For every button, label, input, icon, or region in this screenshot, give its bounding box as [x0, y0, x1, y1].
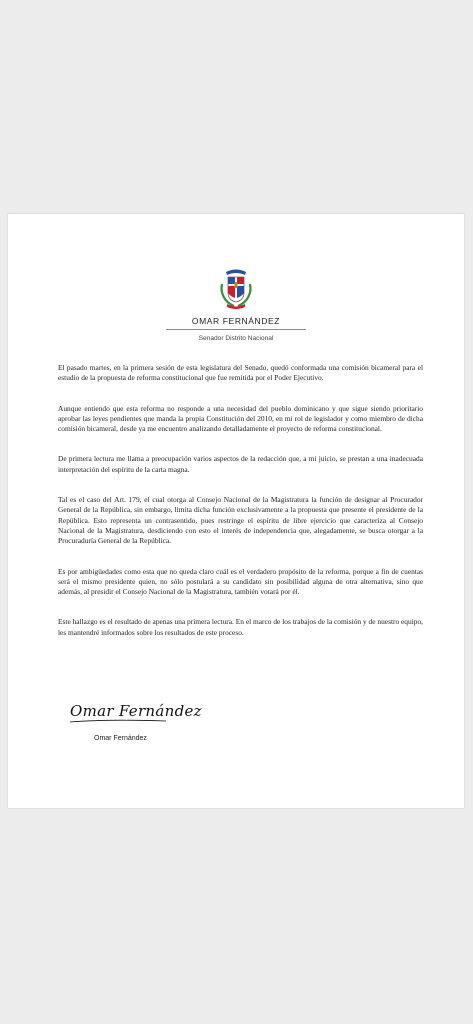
letter-page [8, 214, 464, 808]
signer-name: Omar Fernández [94, 735, 147, 742]
paragraph: De primera lectura me llama a preocupación varios aspectos de la redacción que, a mi juicio, se prestan a una inadecuada interpretación del espíritu de la carta magna. [58, 454, 423, 474]
sender-name: OMAR FERNÁNDEZ [191, 316, 281, 326]
paragraph: Tal es el caso del Art. 179, el cual otorga al Consejo Nacional de la Magistratura la función de designar al Procurador General de la República, sin embargo, limita dicha función exclusivamente a la propuesta que presente el presidente de la República. Esto representa un contrasentido, pues restringe el espíritu de libre ejercicio que caracteriza al Consejo Nacional de la Magistratura, desdiciendo con esto el interés de independencia que, alegadamente, se busca otorgar a la Procuraduría General de la República. [58, 495, 423, 546]
paragraph: El pasado martes, en la primera sesión de esta legislatura del Senado, quedó conformada una comisión bicameral para el estudio de la propuesta de reforma constitucional que fue remitida por el Poder Ejecutivo. [58, 363, 423, 383]
handwritten-signature: Omar Fernández [70, 702, 202, 720]
letterhead [8, 266, 464, 342]
signature-flourish [68, 717, 168, 725]
paragraph: Este hallazgo es el resultado de apenas una primera lectura. En el marco de los trabajos de la comisión y de nuestro equipo, les mantendré informados sobre los resultados de este proceso. [58, 617, 423, 637]
coat-of-arms-icon [218, 266, 254, 310]
paragraph: Aunque entiendo que esta reforma no responde a una necesidad del pueblo dominicano y que sigue siendo prioritario aprobar las leyes pendientes que manda la propia Constitución del 2010, en mi rol de legislador y como miembro de dicha comisión bicameral, desde ya me encuentro analizando detalladamente el proyecto de reforma constitucional. [58, 403, 423, 434]
letter-body [58, 363, 423, 658]
paragraph: Es por ambigüedades como esta que no queda claro cuál es el verdadero propósito de la reforma, porque a fin de cuentas será el mismo presidente quien, no sólo postulará a su candidato sin posibilidad alguna de otra alternativa, sino que además, al presidir el Consejo Nacional de la Magistratura, también votará por él. [58, 566, 423, 597]
sender-role: Senador Distrito Nacional [198, 335, 274, 342]
divider [166, 329, 306, 330]
